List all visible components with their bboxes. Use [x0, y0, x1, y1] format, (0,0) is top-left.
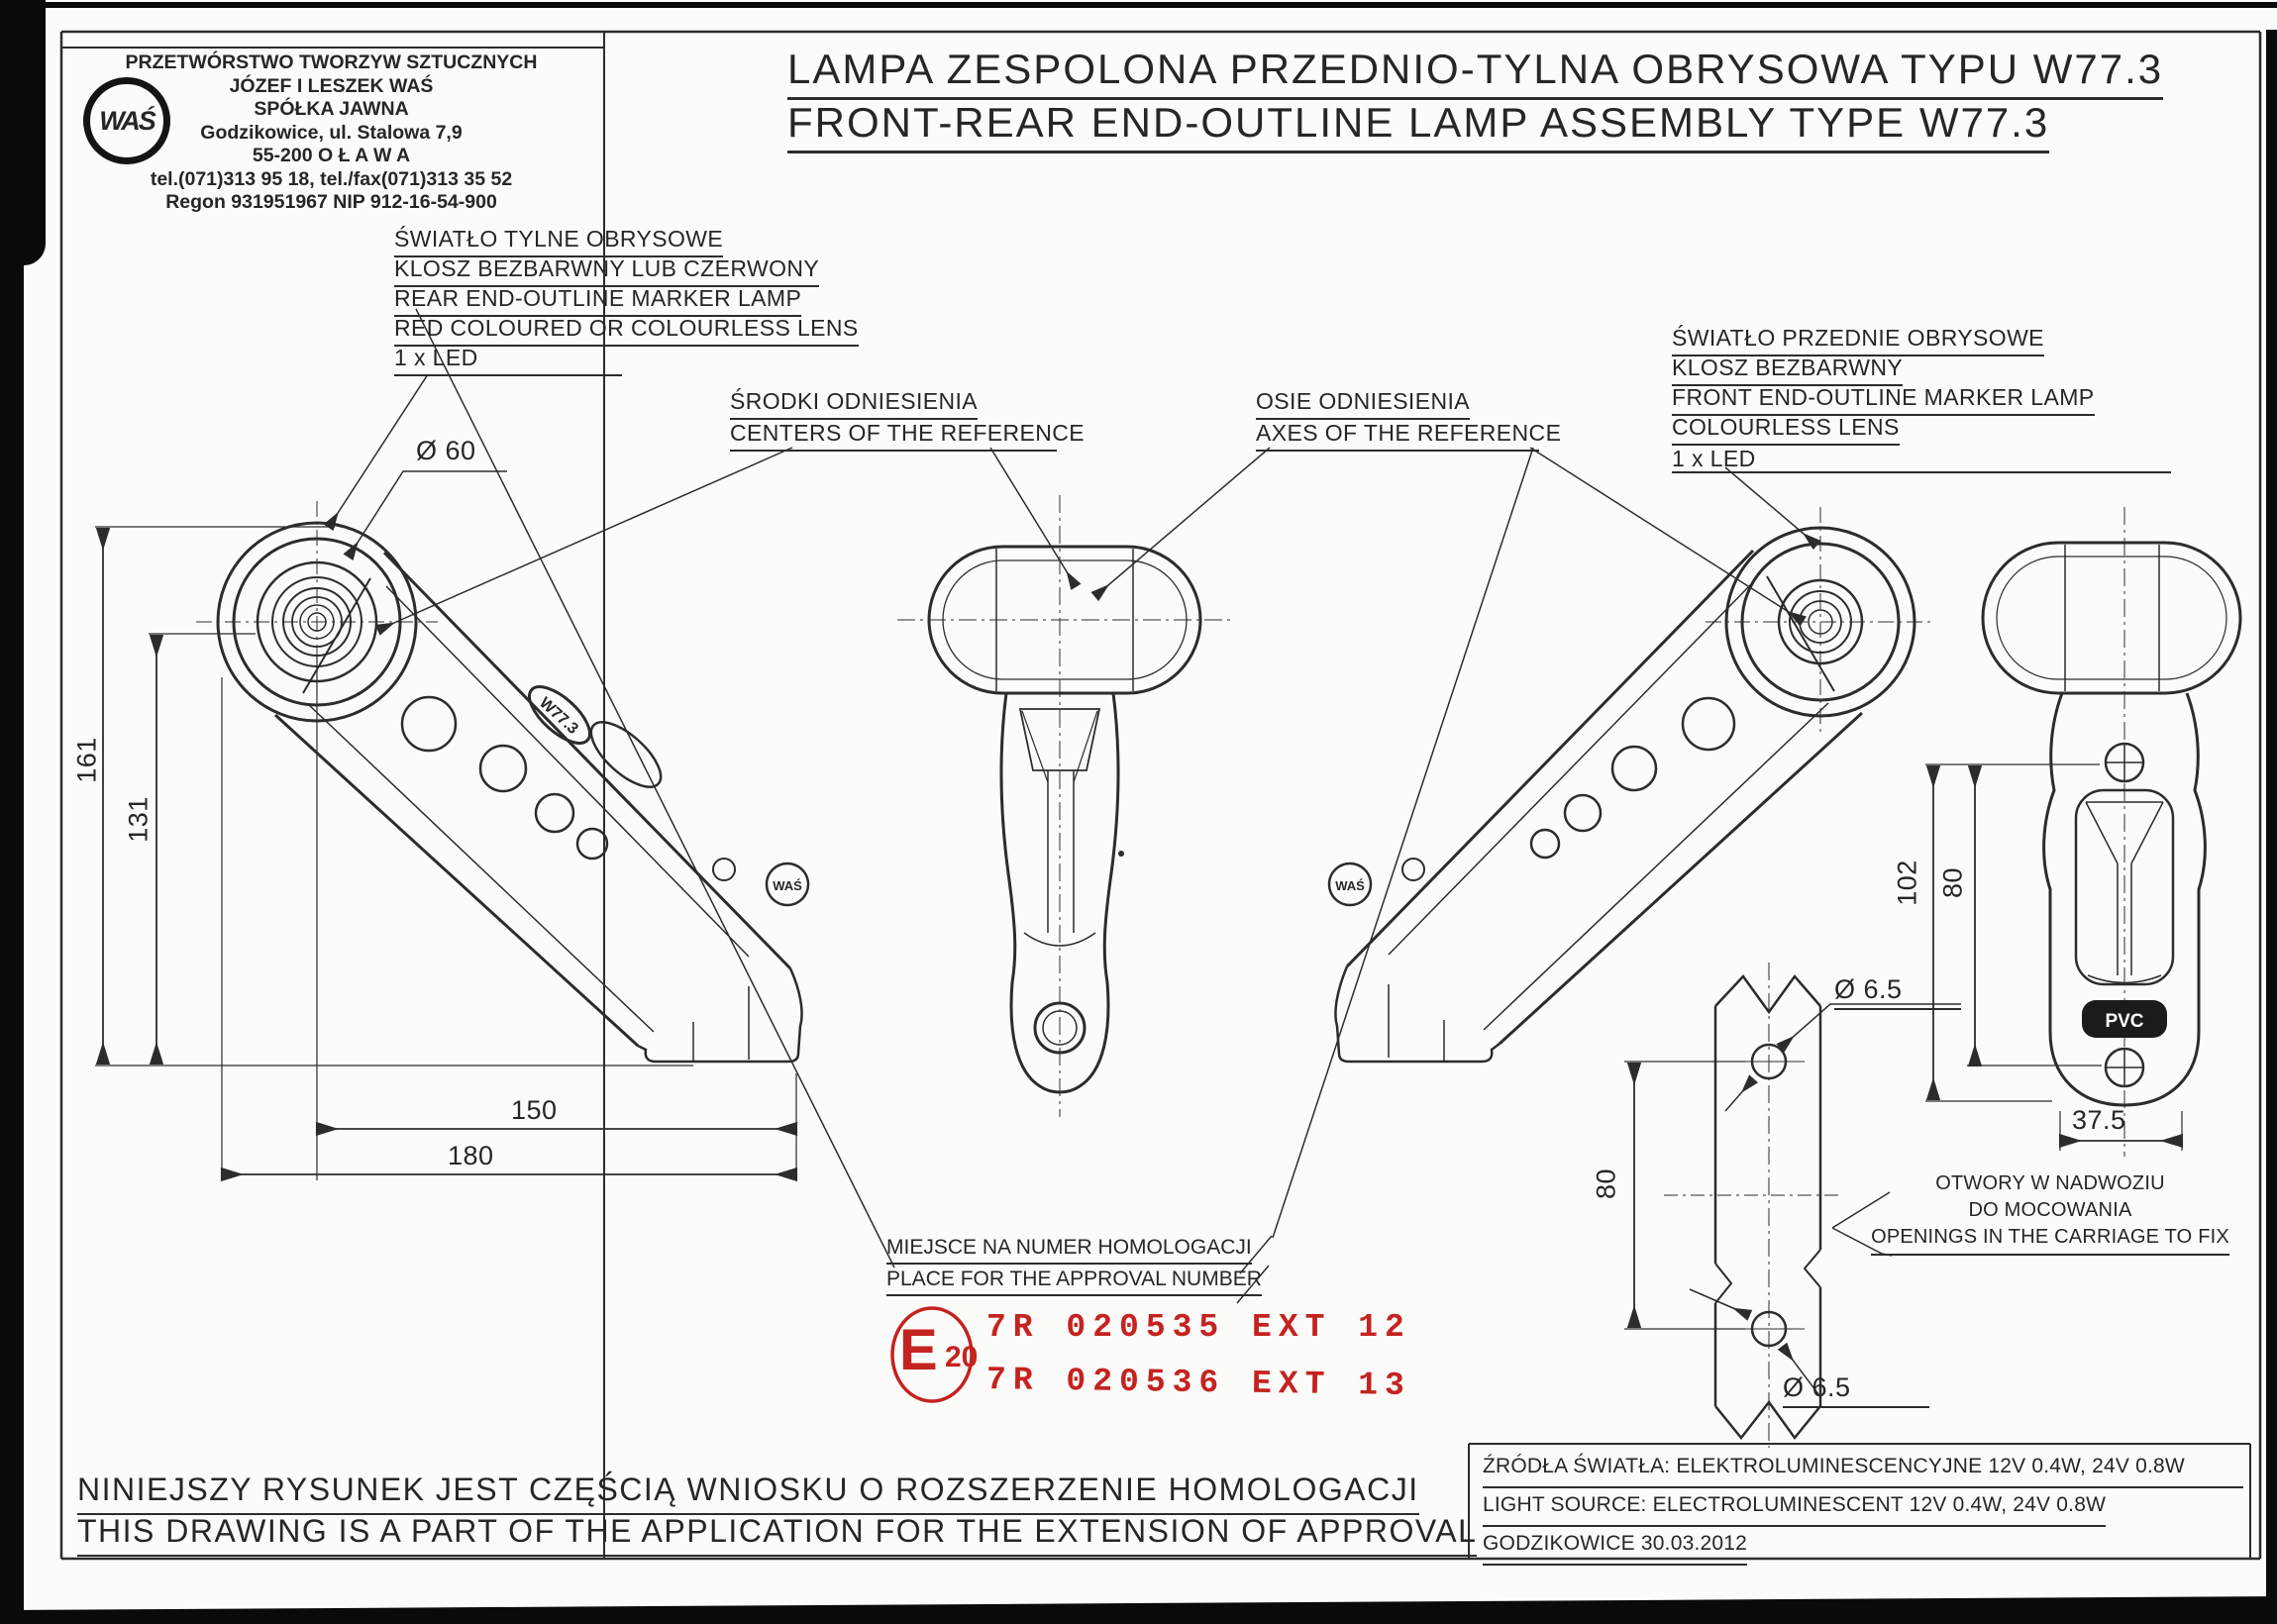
openings-note-pl1: OTWORY W NADWOZIU	[1935, 1172, 2165, 1194]
light-source-en: LIGHT SOURCE: ELECTROLUMINESCENT 12V 0.4W, 24V 0.8W	[1483, 1488, 2243, 1527]
pvc-badge-text: PVC	[2105, 1011, 2144, 1032]
model-badge-text: W77.3	[536, 694, 581, 738]
dim-80-side: 80	[1937, 866, 1968, 899]
light-source-pl: ŹRÓDŁA ŚWIATŁA: ELEKTROLUMINESCENCYJNE 12V 0.4W, 24V 0.8W	[1483, 1450, 2243, 1488]
bottom-note-en: THIS DRAWING IS A PART OF THE APPLICATION FOR THE EXTENSION OF APPROVAL	[77, 1513, 1477, 1557]
approval-place-pl: MIEJSCE NA NUMER HOMOLOGACJI	[886, 1236, 1252, 1265]
e-mark-number: 20	[945, 1341, 979, 1373]
centers-label-en: CENTERS OF THE REFERENCE	[730, 420, 1057, 452]
drawing-title-en: FRONT-REAR END-OUTLINE LAMP ASSEMBLY TYPE W77.3	[787, 99, 2049, 153]
dim-80-plate: 80	[1591, 1167, 1621, 1200]
axes-label-pl: OSIE ODNIESIENIA	[1256, 388, 1470, 420]
front-lamp-label-4: COLOURLESS LENS	[1672, 414, 1900, 446]
dim-150: 150	[511, 1095, 558, 1125]
rear-lamp-label-1: ŚWIATŁO TYLNE OBRYSOWE	[394, 226, 723, 257]
openings-note-pl2: DO MOCOWANIA	[1968, 1199, 2132, 1221]
dim-161: 161	[71, 737, 102, 783]
company-line: PRZETWÓRSTWO TWORZYW SZTUCZNYCH	[125, 51, 538, 73]
openings-note-en: OPENINGS IN THE CARRIAGE TO FIX	[1852, 1224, 2248, 1256]
rear-lamp-label-2: KLOSZ BEZBARWNY LUB CZERWONY	[394, 255, 819, 287]
dim-180: 180	[448, 1141, 494, 1170]
company-logo-text: WAŚ	[99, 105, 155, 136]
company-line: JÓZEF I LESZEK WAŚ	[229, 74, 434, 97]
scan-edge-left2	[0, 248, 24, 1624]
approval-number-1: 7R 020535 EXT 12	[986, 1309, 1411, 1346]
dim-37-5: 37.5	[2072, 1105, 2126, 1135]
scan-edge-right	[2266, 30, 2277, 1624]
rear-lamp-view	[196, 501, 808, 1062]
approval-number-2: 7R 020536 EXT 13	[985, 1362, 1412, 1404]
bottom-note-pl: NINIEJSZY RYSUNEK JEST CZĘŚCIĄ WNIOSKU O ROZSZERZENIE HOMOLOGACJI	[77, 1472, 1419, 1515]
side-view	[1983, 507, 2240, 1157]
dim-head-diameter: Ø 60	[416, 436, 476, 465]
front-view	[897, 495, 1232, 1117]
front-lamp-label-5: 1 x LED	[1672, 446, 1756, 471]
dim-131: 131	[123, 796, 154, 843]
rear-lamp-label-5: 1 x LED	[394, 345, 622, 376]
openings-note	[1852, 1170, 2248, 1256]
dim-hole-bottom: Ø 6.5	[1783, 1372, 1929, 1408]
company-line: 55-200 O Ł A W A	[252, 145, 411, 166]
rear-lamp-label-3: REAR END-OUTLINE MARKER LAMP	[394, 285, 801, 317]
rear-lamp-label-4: RED COLOURED OR COLOURLESS LENS	[394, 315, 859, 347]
front-lamp-label-1: ŚWIATŁO PRZEDNIE OBRYSOWE	[1672, 325, 2044, 356]
place-date: GODZIKOWICE 30.03.2012	[1483, 1527, 2243, 1566]
approval-place-en: PLACE FOR THE APPROVAL NUMBER	[886, 1268, 1262, 1296]
logo-badge-right: WAŚ	[1335, 878, 1365, 893]
company-block	[61, 51, 601, 215]
drawing-title-pl: LAMPA ZESPOLONA PRZEDNIO-TYLNA OBRYSOWA TYPU W77.3	[787, 46, 2163, 100]
dim-102: 102	[1892, 860, 1922, 906]
logo-badge-left: WAŚ	[773, 878, 802, 893]
dim-hole-top: Ø 6.5	[1834, 974, 1961, 1010]
footer-info-block	[1483, 1450, 2243, 1566]
company-line: Godzikowice, ul. Stalowa 7,9	[200, 121, 463, 144]
scan-edge-top	[36, 2, 2277, 8]
company-line: SPÓŁKA JAWNA	[254, 98, 409, 120]
centers-label-pl: ŚRODKI ODNIESIENIA	[730, 388, 978, 420]
company-line: Regon 931951967 NIP 912-16-54-900	[165, 191, 497, 213]
front-lamp-label-2: KLOSZ BEZBARWNY	[1672, 355, 1903, 386]
axes-label-en: AXES OF THE REFERENCE	[1256, 420, 1539, 452]
e-mark-letter: E	[899, 1318, 938, 1382]
front-lamp-label-3: FRONT END-OUTLINE MARKER LAMP	[1672, 384, 2095, 416]
scan-edge-topleft	[0, 0, 46, 265]
company-line: tel.(071)313 95 18, tel./fax(071)313 35 52	[150, 167, 513, 190]
